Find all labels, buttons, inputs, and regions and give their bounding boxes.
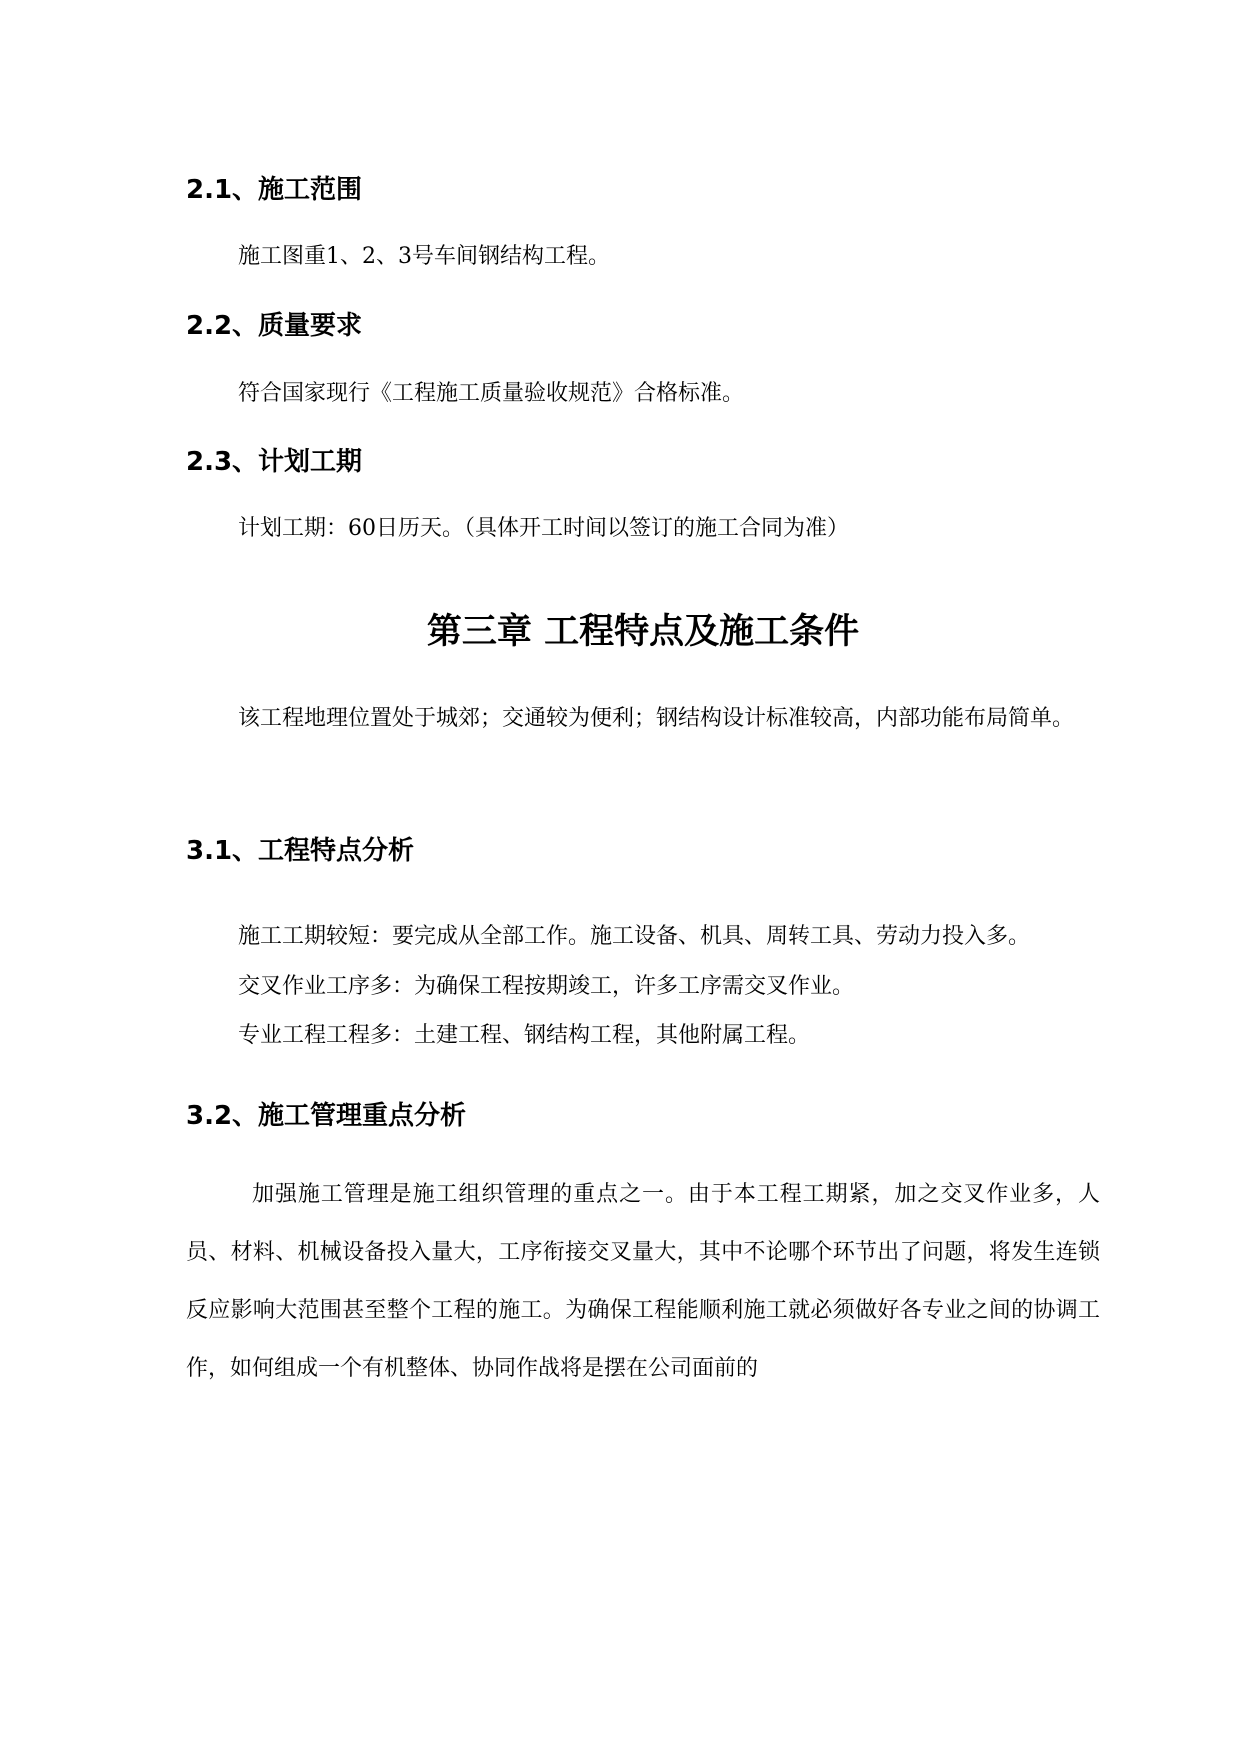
chapter-intro-paragraph: 该工程地理位置处于城郊；交通较为便利；钢结构设计标准较高，内部功能布局简单。 bbox=[238, 706, 1075, 731]
feature-item: 专业工程工程多：土建工程、钢结构工程，其他附属工程。 bbox=[238, 1023, 811, 1048]
section-heading-2-2: 2.2、质量要求 bbox=[186, 311, 363, 341]
section-heading-3-2: 3.2、施工管理重点分析 bbox=[186, 1101, 467, 1131]
section-text-2-3: 计划工期：60日历天。（具体开工时间以签订的施工合同为准） bbox=[238, 516, 849, 541]
section-heading-2-3: 2.3、计划工期 bbox=[186, 447, 363, 477]
section-heading-2-1: 2.1、施工范围 bbox=[186, 175, 363, 205]
feature-item: 交叉作业工序多：为确保工程按期竣工，许多工序需交叉作业。 bbox=[238, 974, 855, 999]
section-text-2-2: 符合国家现行《工程施工质量验收规范》合格标准。 bbox=[238, 381, 745, 406]
feature-item: 施工工期较短：要完成从全部工作。施工设备、机具、周转工具、劳动力投入多。 bbox=[238, 924, 1031, 949]
management-paragraph: 加强施工管理是施工组织管理的重点之一。由于本工程工期紧，加之交叉作业多，人员、材料、机械设备投入量大，工序衔接交叉量大，其中不论哪个环节出了问题，将发生连锁反应影响大范围甚至整个工程的施工。为确保工程能顺利施工就必须做好各专业之间的协调工作，如何组成一个有机整体、协同作战将是摆在公司面前的 bbox=[186, 1182, 1100, 1381]
section-text-2-1: 施工图重1、2、3号车间钢结构工程。 bbox=[238, 244, 610, 269]
chapter-title: 第三章 工程特点及施工条件 bbox=[426, 612, 860, 652]
section-heading-3-1: 3.1、工程特点分析 bbox=[186, 836, 415, 866]
